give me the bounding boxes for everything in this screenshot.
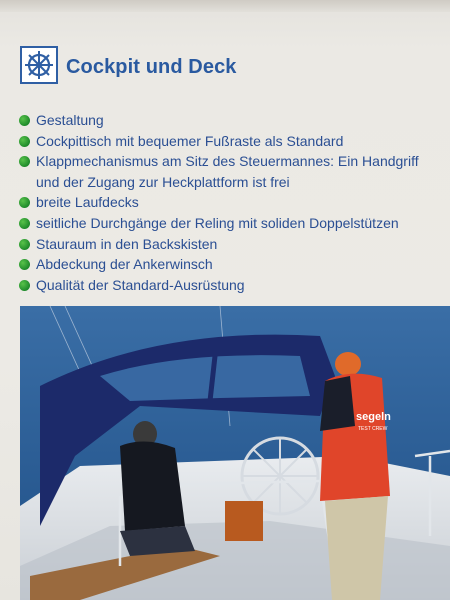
bullet-dot-icon [19,259,30,270]
bullet-dot-icon [19,156,30,167]
list-item-text: Qualität der Standard-Ausrüstung [36,276,245,293]
bullet-dot-icon [19,197,30,208]
bullet-dot-icon [19,136,30,147]
list-item-text: Cockpittisch mit bequemer Fußraste als Standard [36,132,344,149]
list-item-text: Gestaltung [36,112,104,128]
list-item-text: seitliche Durchgänge der Reling mit soliden Doppelstützen [36,214,399,231]
bullet-dot-icon [19,239,30,250]
list-item-text: Stauraum in den Backskisten [36,235,218,252]
list-item [18,192,438,213]
list-item [18,213,438,234]
cockpit-photo [20,306,450,600]
orange-box [225,501,263,541]
list-item [18,275,438,296]
bullet-dot-icon [19,280,30,291]
sailor-standing [335,352,361,376]
list-item [18,151,438,192]
list-item [18,131,438,152]
feature-list [18,110,438,295]
bullet-dot-icon [19,218,30,229]
bullet-dot-icon [19,115,30,126]
list-item-text: breite Laufdecks [36,194,139,211]
list-item-text: Abdeckung der Ankerwinsch [36,256,213,273]
page-top-edge [0,0,450,12]
list-item [18,110,438,131]
list-item-text: Klappmechanismus am Sitz des Steuermannes: Ein Handgriff und der Zugang zur Heckplattform ist frei [36,153,419,190]
list-item [18,234,438,255]
jacket-sub: TEST CREW [358,426,388,432]
section-title: Cockpit und Deck [66,56,237,78]
list-item [18,254,438,275]
jacket-logo: segeln [356,411,391,423]
ship-wheel-icon [20,46,58,84]
